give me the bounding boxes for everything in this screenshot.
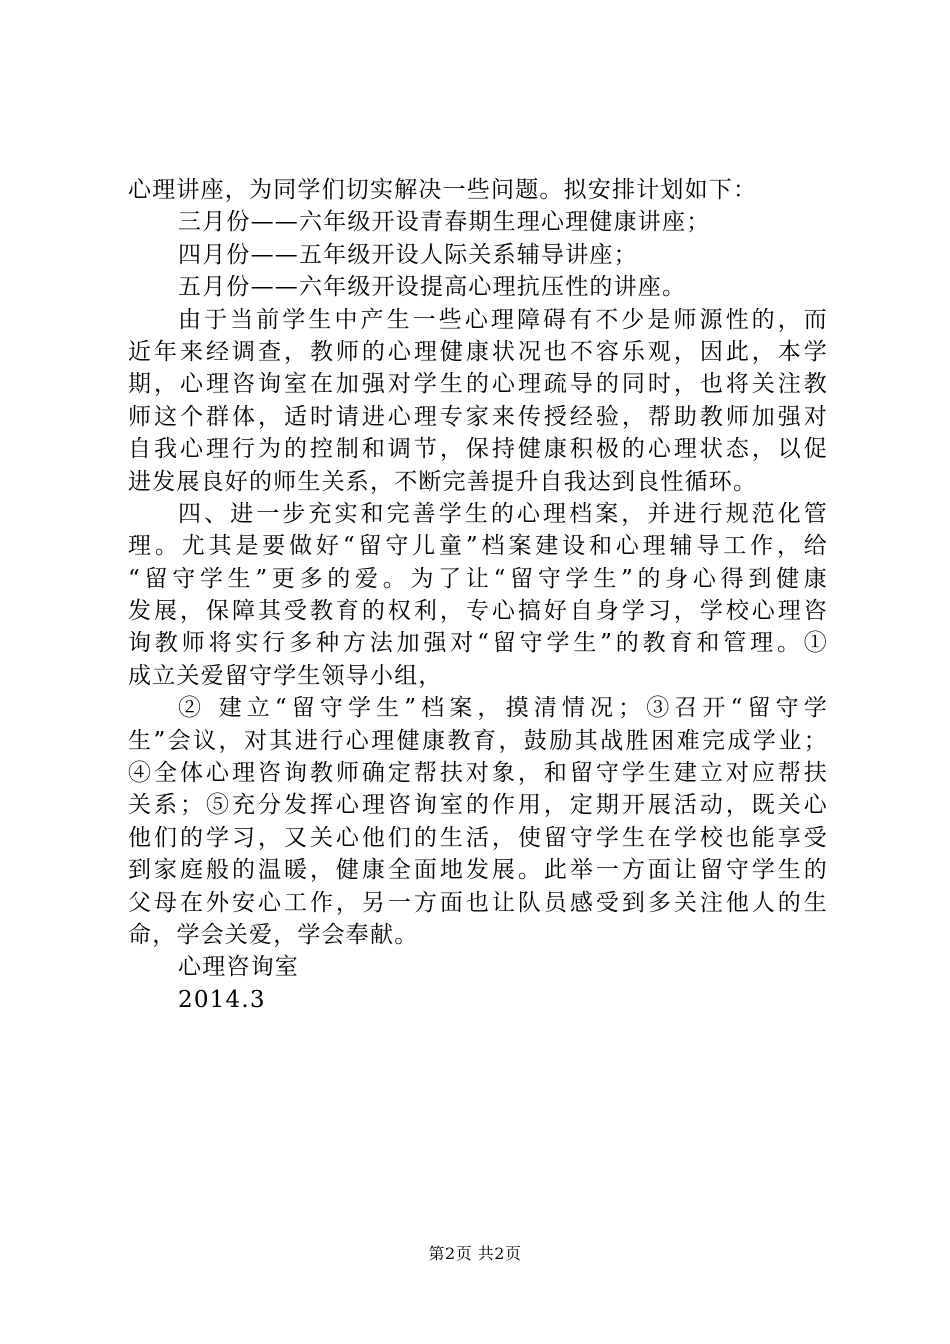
document-body (128, 174, 828, 1016)
text-line: ④全体心理咨询教师确定帮扶对象，和留守学生建立对应帮扶 (128, 760, 828, 787)
signature-office: 心理咨询室 (178, 954, 299, 981)
text-line: 由于当前学生中产生一些心理障碍有不少是师源性的，而 (178, 306, 828, 333)
page-footer: 第2页 共2页 (428, 1244, 522, 1263)
text-line: 发展，保障其受教育的权利，专心搞好自身学习，学校心理咨 (128, 598, 828, 625)
text-line: 父母在外安心工作，另一方面也让队员感受到多关注他人的生 (128, 889, 828, 916)
text-line: 自我心理行为的控制和调节，保持健康积极的心理状态，以促 (128, 436, 828, 463)
text-line: 理。尤其是要做好“留守儿童”档案建设和心理辅导工作，给 (128, 533, 828, 560)
text-line: 命，学会关爱，学会奉献。 (128, 921, 419, 948)
text-line: 心理讲座，为同学们切实解决一些问题。拟安排计划如下： (128, 177, 758, 203)
text-line: 到家庭般的温暖，健康全面地发展。此举一方面让留守学生的 (128, 857, 828, 884)
text-line: 四、进一步充实和完善学生的心理档案，并进行规范化管 (178, 500, 828, 527)
text-line: 他们的学习，又关心他们的生活，使留守学生在学校也能享受 (128, 824, 828, 851)
text-line: “留守学生”更多的爱。为了让“留守学生”的身心得到健康 (128, 565, 828, 592)
signature-date: 2014.3 (178, 986, 266, 1013)
text-line: ② 建立“留守学生”档案，摸清情况；③召开“留守学 (178, 695, 828, 722)
text-line: 五月份——六年级开设提高心理抗压性的讲座。 (178, 274, 687, 301)
text-line: 三月份——六年级开设青春期生理心理健康讲座； (178, 209, 711, 236)
text-line: 询教师将实行多种方法加强对“留守学生”的教育和管理。① (128, 630, 828, 657)
text-line: 期，心理咨询室在加强对学生的心理疏导的同时，也将关注教 (128, 371, 828, 398)
text-line: 进发展良好的师生关系，不断完善提升自我达到良性循环。 (128, 468, 758, 495)
text-line: 生”会议，对其进行心理健康教育，鼓励其战胜困难完成学业； (128, 727, 828, 754)
text-line: 成立关爱留守学生领导小组， (128, 662, 443, 689)
text-line: 关系；⑤充分发挥心理咨询室的作用，定期开展活动，既关心 (128, 792, 828, 819)
text-line: 四月份——五年级开设人际关系辅导讲座； (178, 241, 638, 268)
text-line: 近年来经调查，教师的心理健康状况也不容乐观，因此，本学 (128, 338, 828, 365)
text-line: 师这个群体，适时请进心理专家来传授经验，帮助教师加强对 (128, 403, 828, 430)
